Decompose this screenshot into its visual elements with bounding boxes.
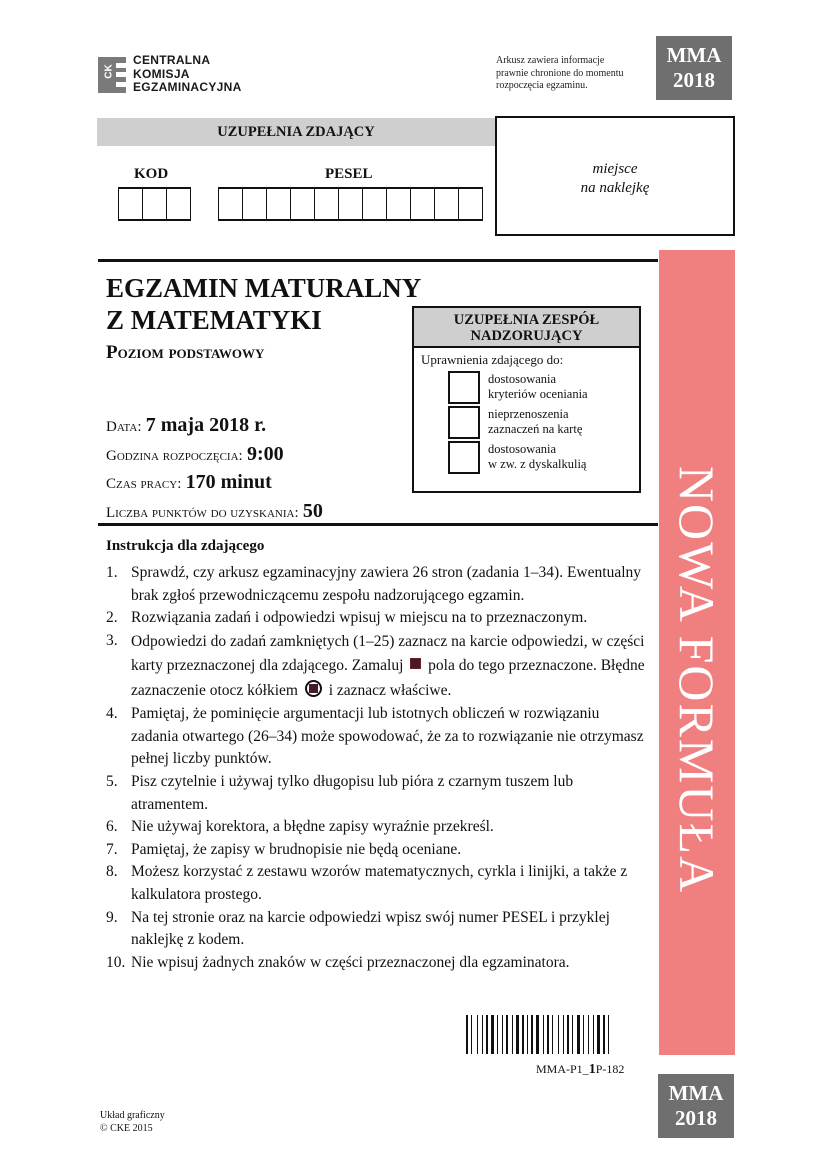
barcode-bar xyxy=(608,1015,609,1054)
label-line: dostosowania xyxy=(488,442,557,456)
barcode-bar xyxy=(479,1015,481,1054)
kod-box[interactable] xyxy=(167,189,191,219)
new-formula-strip xyxy=(659,250,735,1055)
instruction-item xyxy=(106,952,646,975)
pesel-box[interactable] xyxy=(267,189,291,219)
label-part: MMA-P1_ xyxy=(536,1062,589,1076)
footer-line: Układ graficzny xyxy=(100,1110,165,1121)
barcode-bar xyxy=(529,1015,530,1054)
label-line: kryteriów oceniania xyxy=(488,387,588,401)
text-part: pola do tego przeznaczone. Błędne zaznaczenie otocz kółkiem xyxy=(131,657,645,699)
logo-line: CENTRALNA xyxy=(133,53,211,67)
barcode-bar xyxy=(595,1015,596,1054)
label-part: P-182 xyxy=(595,1062,625,1076)
barcode-bar xyxy=(469,1015,470,1054)
kod-box[interactable] xyxy=(119,189,143,219)
barcode-bar xyxy=(534,1015,535,1054)
instruction-item xyxy=(106,839,646,862)
instruction-item xyxy=(106,562,646,607)
exam-code-badge-bottom xyxy=(658,1074,734,1138)
barcode-bar xyxy=(491,1015,494,1054)
pesel-box[interactable] xyxy=(315,189,339,219)
barcode-bar xyxy=(477,1015,478,1054)
barcode-bar xyxy=(552,1015,553,1054)
label-line: w zw. z dyskalkulią xyxy=(488,457,587,471)
item-number: 10. xyxy=(106,953,126,971)
logo-bar xyxy=(116,63,126,68)
barcode-bar xyxy=(499,1015,501,1054)
footer-credits xyxy=(100,1110,165,1135)
item-number: 2. xyxy=(106,609,118,627)
permission-label xyxy=(488,407,582,437)
instruction-item xyxy=(106,816,646,839)
info-value: 170 minut xyxy=(185,471,272,493)
permission-item xyxy=(448,441,639,474)
barcode-bar xyxy=(547,1015,549,1054)
barcode-bar xyxy=(610,1015,612,1054)
item-number: 7. xyxy=(106,840,118,858)
title-line: Z MATEMATYKI xyxy=(106,305,322,335)
barcode-bar xyxy=(536,1015,539,1054)
barcode-bar xyxy=(486,1015,488,1054)
item-text: Pisz czytelnie i używaj tylko długopisu lub pióra z czarnym tuszem lub atramentem. xyxy=(131,773,574,813)
barcode-bar xyxy=(482,1015,483,1054)
barcode-bar xyxy=(583,1015,584,1054)
barcode-bar xyxy=(585,1015,587,1054)
item-number: 4. xyxy=(106,705,118,723)
instructions-title: Instrukcja dla zdającego xyxy=(106,538,265,554)
pesel-box[interactable] xyxy=(387,189,411,219)
sticker-placeholder xyxy=(495,116,735,236)
barcode-bar xyxy=(471,1015,472,1054)
permission-item xyxy=(448,371,639,404)
filled-square-icon xyxy=(410,658,421,669)
label-line: dostosowania xyxy=(488,372,557,386)
badge-line: 2018 xyxy=(675,1106,717,1130)
info-label: Liczba punktów do uzyskania: xyxy=(106,504,299,521)
item-text: Pamiętaj, że zapisy w brudnopisie nie będą oceniane. xyxy=(131,840,462,858)
logo-line: KOMISJA xyxy=(133,66,190,81)
circled-square-icon xyxy=(305,680,322,697)
barcode-bar xyxy=(520,1015,521,1054)
pesel-box[interactable] xyxy=(339,189,363,219)
info-label: Godzina rozpoczęcia: xyxy=(106,447,243,464)
item-number: 6. xyxy=(106,818,118,836)
header-line: NADZORUJĄCY xyxy=(470,328,583,344)
supervisors-box xyxy=(412,306,641,493)
permission-checkbox[interactable] xyxy=(448,406,480,439)
barcode-bar xyxy=(554,1015,557,1054)
new-formula-label: NOWA FORMUŁA xyxy=(669,465,725,895)
barcode-bar xyxy=(543,1015,544,1054)
exam-title xyxy=(106,272,421,336)
pesel-box[interactable] xyxy=(219,189,243,219)
item-number: 1. xyxy=(106,564,118,581)
logo-line: EGZAMINACYJNA xyxy=(133,80,242,94)
instruction-item xyxy=(106,630,646,704)
barcode-bar xyxy=(466,1015,468,1054)
item-text xyxy=(131,630,646,704)
barcode-label xyxy=(536,1062,624,1078)
candidate-section-header: UZUPEŁNIA ZDAJĄCY xyxy=(97,118,495,146)
barcode-bar xyxy=(512,1015,513,1054)
cke-logo-text xyxy=(133,54,242,95)
barcode-bar xyxy=(563,1015,564,1054)
item-text: Na tej stronie oraz na karcie odpowiedzi wpisz swój numer PESEL i przyklej naklejkę z kodem. xyxy=(131,908,610,949)
barcode-bar xyxy=(558,1015,559,1054)
barcode-bar xyxy=(473,1015,476,1054)
instruction-item xyxy=(106,771,646,816)
text-part: Odpowiedzi do zadań zamkniętych (1–25) zaznacz na karcie odpowiedzi, w części karty przeznaczonej dla zdającego. Zamaluj xyxy=(131,632,645,675)
logo-bar xyxy=(116,72,126,77)
item-text: Nie wpisuj żadnych znaków w części przeznaczonej dla egzaminatora. xyxy=(131,953,570,971)
barcode-bar xyxy=(504,1015,505,1054)
barcode-bar xyxy=(574,1015,576,1054)
protected-info-note xyxy=(496,55,623,93)
kod-label: KOD xyxy=(134,166,169,182)
pesel-input-boxes[interactable] xyxy=(218,187,483,221)
barcode-bar xyxy=(525,1015,526,1054)
info-row-points xyxy=(106,498,323,527)
badge-line: MMA xyxy=(666,43,722,67)
label-line: zaznaczeń na kartę xyxy=(488,422,583,436)
barcode xyxy=(466,1015,651,1054)
kod-input-boxes[interactable] xyxy=(118,187,191,221)
barcode-bar xyxy=(581,1015,582,1054)
item-number: 8. xyxy=(106,863,118,881)
item-text: Nie używaj korektora, a błędne zapisy wyraźnie przekreśl. xyxy=(131,818,494,836)
pesel-label: PESEL xyxy=(325,166,373,182)
text-part: i zaznacz właściwe. xyxy=(328,681,452,699)
permission-label xyxy=(488,372,588,402)
item-text: Rozwiązania zadań i odpowiedzi wpisuj w miejscu na to przeznaczonym. xyxy=(131,609,588,627)
barcode-bar xyxy=(531,1015,533,1054)
label-part: 1 xyxy=(588,1062,596,1077)
supervisors-body xyxy=(414,348,639,474)
note-line: rozpoczęcia egzaminu. xyxy=(496,80,588,91)
cke-logo-mark xyxy=(98,57,126,93)
item-number: 9. xyxy=(106,908,118,926)
info-row-duration xyxy=(106,469,323,498)
permission-item xyxy=(448,406,639,439)
permission-checkbox[interactable] xyxy=(448,371,480,404)
kod-box[interactable] xyxy=(143,189,167,219)
permission-checkbox[interactable] xyxy=(448,441,480,474)
exam-info xyxy=(106,412,323,526)
permissions-intro: Uprawnienia zdającego do: xyxy=(421,352,564,367)
barcode-bar xyxy=(497,1015,498,1054)
info-label: Data: xyxy=(106,419,142,435)
label-line: nieprzenoszenia xyxy=(488,407,569,421)
barcode-bar xyxy=(567,1015,569,1054)
sticker-text: na naklejkę xyxy=(580,180,650,196)
instruction-item xyxy=(106,607,646,630)
barcode-bar xyxy=(577,1015,580,1054)
exam-code-badge xyxy=(656,36,732,100)
barcode-bar xyxy=(506,1015,508,1054)
barcode-bar xyxy=(590,1015,592,1054)
footer-line: © CKE 2015 xyxy=(100,1122,153,1134)
divider xyxy=(98,259,658,262)
pesel-box[interactable] xyxy=(243,189,267,219)
item-number: 5. xyxy=(106,773,118,791)
barcode-bar xyxy=(522,1015,524,1054)
info-value: 50 xyxy=(302,499,323,522)
instructions-list xyxy=(106,562,646,974)
barcode-bar xyxy=(502,1015,503,1054)
barcode-bar xyxy=(601,1015,602,1054)
barcode-bar xyxy=(514,1015,515,1054)
barcode-bar xyxy=(516,1015,519,1054)
instruction-item xyxy=(106,907,646,952)
header-line: UZUPEŁNIA ZESPÓŁ xyxy=(453,312,600,328)
note-line: prawnie chronione do momentu xyxy=(496,67,624,79)
instruction-item xyxy=(106,703,646,771)
badge-line: 2018 xyxy=(673,68,715,92)
barcode-bar xyxy=(509,1015,511,1054)
exam-level: Poziom podstawowy xyxy=(106,342,265,363)
title-line: EGZAMIN MATURALNY xyxy=(106,273,422,303)
info-value: 9:00 xyxy=(246,442,284,465)
permission-label xyxy=(488,442,586,472)
barcode-bar xyxy=(484,1015,485,1054)
info-row-date xyxy=(106,412,323,441)
pesel-box[interactable] xyxy=(435,189,459,219)
barcode-bar xyxy=(560,1015,562,1054)
item-text: Sprawdź, czy arkusz egzaminacyjny zawiera 26 stron (zadania 1–34). Ewentualny brak zgłoś przewodniczącemu zespołu nadzorującego egzamin. xyxy=(131,564,642,604)
pesel-box[interactable] xyxy=(363,189,387,219)
barcode-bar xyxy=(545,1015,546,1054)
info-row-start-time xyxy=(106,441,323,470)
logo-mark-text: CK xyxy=(103,64,115,79)
badge-line: MMA xyxy=(668,1081,724,1105)
info-label: Czas pracy: xyxy=(106,476,182,492)
barcode-bar xyxy=(597,1015,600,1054)
logo-bar xyxy=(116,82,126,87)
info-value: 7 maja 2018 r. xyxy=(145,414,267,436)
pesel-box[interactable] xyxy=(291,189,315,219)
pesel-box[interactable] xyxy=(459,189,483,219)
barcode-bar xyxy=(570,1015,571,1054)
pesel-box[interactable] xyxy=(411,189,435,219)
item-number: 3. xyxy=(106,631,118,649)
barcode-bar xyxy=(593,1015,594,1054)
barcode-bar xyxy=(495,1015,496,1054)
sticker-text: miejsce xyxy=(592,161,638,177)
item-text: Możesz korzystać z zestawu wzorów matematycznych, cyrkla i linijki, a także z kalkulatora prostego. xyxy=(131,863,628,904)
barcode-bar xyxy=(606,1015,607,1054)
barcode-bar xyxy=(572,1015,573,1054)
barcode-bar xyxy=(550,1015,551,1054)
barcode-bar xyxy=(489,1015,490,1054)
instruction-item xyxy=(106,861,646,906)
barcode-bar xyxy=(603,1015,605,1054)
note-line: Arkusz zawiera informacje xyxy=(496,55,605,66)
barcode-bar xyxy=(540,1015,542,1054)
item-text: Pamiętaj, że pominięcie argumentacji lub istotnych obliczeń w rozwiązaniu zadania otwartego (26–34) może spowodować, że za to rozwiązanie nie otrzymasz pełnej liczby punktów. xyxy=(131,705,644,768)
barcode-bar xyxy=(588,1015,589,1054)
barcode-bar xyxy=(527,1015,528,1054)
supervisors-header xyxy=(414,308,639,348)
barcode-bar xyxy=(565,1015,566,1054)
